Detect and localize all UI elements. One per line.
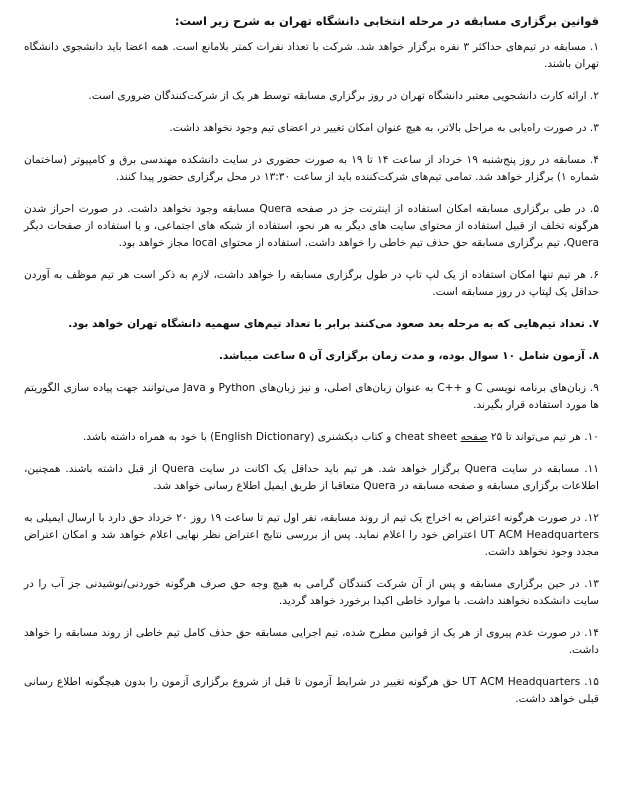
rule-item: ۱۴. در صورت عدم پیروی از هر یک از قوانین مطرح شده، تیم اجرایی مسابقه حق حذف کامل تیم خاطی از روند مسابقه را خواهد داشت.: [24, 627, 599, 656]
rule-item: ۶. هر تیم تنها امکان استفاده از یک لپ تاپ در طول برگزاری مسابقه را خواهد داشت، لازم به ذکر است هر تیم موظف به آوردن حداقل یک لپتاپ در روز مسابقه است.: [24, 269, 599, 298]
rule-item: ۳. در صورت راه‌یابی به مراحل بالاتر، به هیچ عنوان امکان تغییر در اعضای تیم وجود نخواهد داشت.: [169, 122, 599, 134]
rule-item: ۷. تعداد تیم‌هایی که به مرحله بعد صعود می‌کنند برابر با تعداد تیم‌های سهمیه دانشگاه تهران خواهد بود.: [68, 318, 599, 330]
rules-list: [24, 39, 599, 708]
rule-item: ۱۵. UT ACM Headquarters حق هرگونه تغییر در شرایط آزمون تا قبل از شروع برگزاری آزمون را بدون هیچگونه اطلاع رسانی قبلی خواهد داشت.: [24, 676, 599, 705]
rule-item: ۱۲. در صورت هرگونه اعتراض به اخراج یک تیم از روند مسابقه، نفر اول تیم تا ساعت ۱۹ روز ۲۰ خرداد حق دارد با ارسال ایمیلی به UT ACM Headquarters اعتراض خود را اعلام نماید. پس از بررسی نتایج اعتراض نظر نهایی اعلام خواهد شد و امکان اعتراض مجدد وجود نخواهد داشت.: [24, 512, 599, 558]
rule-text-pre: ۱۰. هر تیم می‌تواند تا ۲۵: [487, 431, 599, 443]
rule-text-post: cheat sheet و کتاب دیکشنری (English Dictionary) با خود به همراه داشته باشد.: [82, 431, 461, 443]
rule-item: ۸. آزمون شامل ۱۰ سوال بوده، و مدت زمان برگزاری آن ۵ ساعت میباشد.: [218, 350, 599, 362]
rule-item: ۱۱. مسابقه در سایت Quera برگزار خواهد شد. هر تیم باید حداقل یک اکانت در سایت Quera از قبل داشته باشند. همچنین، اطلاعات برگزاری مسابقه و صفحه مسابقه در Quera متعاقبا از طریق ایمیل اطلاع رسانی خواهد شد.: [24, 463, 599, 492]
rule-item: ۱. مسابقه در تیم‌های حداکثر ۳ نفره برگزار خواهد شد. شرکت با تعداد نفرات کمتر بلامانع است. همه اعضا باید دانشجوی دانشگاه تهران باشند.: [24, 41, 599, 70]
rule-item: ۱۳. در حین برگزاری مسابقه و پس از آن شرکت کنندگان گرامی به هیچ وجه حق صرف هرگونه خوردنی/نوشیدنی جز آب را در سایت دانشکده نخواهند داشت. با موارد خاطی اکیدا برخورد خواهد گردید.: [24, 578, 599, 607]
rule-text-underlined: صفحه: [460, 431, 488, 443]
rule-item: ۵. در طی برگزاری مسابقه امکان استفاده از اینترنت جز در صفحه Quera مسابقه وجود نخواهد داشت. در صورت احراز شدن هرگونه تخلف از قبیل استفاده از محتوای سایت های دیگر به هر نحو، استفاده از شبکه های اجتماعی، و یا استفاده از صفحات دیگر Quera، تیم برگزاری مسابقه حق حذف تیم خاطی را خواهد داشت. استفاده از محتوای local مجاز خواهد بود.: [24, 203, 600, 249]
rule-item: ۹. زبان‌های برنامه نویسی C و ++C به عنوان زبان‌های اصلی، و نیز زبان‌های Python و Java می‌توانند جهت پیاده سازی الگوریتم ها مورد استفاده قرار بگیرند.: [24, 382, 599, 411]
rule-item: ۴. مسابقه در روز پنج‌شنبه ۱۹ خرداد از ساعت ۱۴ تا ۱۹ به صورت حضوری در سایت دانشکده مهندسی برق و کامپیوتر (ساختمان شماره ۱) برگزار خواهد شد. تمامی تیم‌های شرکت‌کننده باید از ساعت ۱۳:۳۰ در محل برگزاری حضور پیدا کنند.: [24, 154, 599, 183]
rule-item: [24, 429, 599, 446]
document-title: قوانین برگزاری مسابقه در مرحله انتخابی دانشگاه تهران به شرح زیر است:: [174, 14, 599, 28]
rule-item: ۲. ارائه کارت دانشجویی معتبر دانشگاه تهران در روز برگزاری مسابقه توسط هر یک از شرکت‌کنندگان ضروری است.: [88, 90, 599, 102]
